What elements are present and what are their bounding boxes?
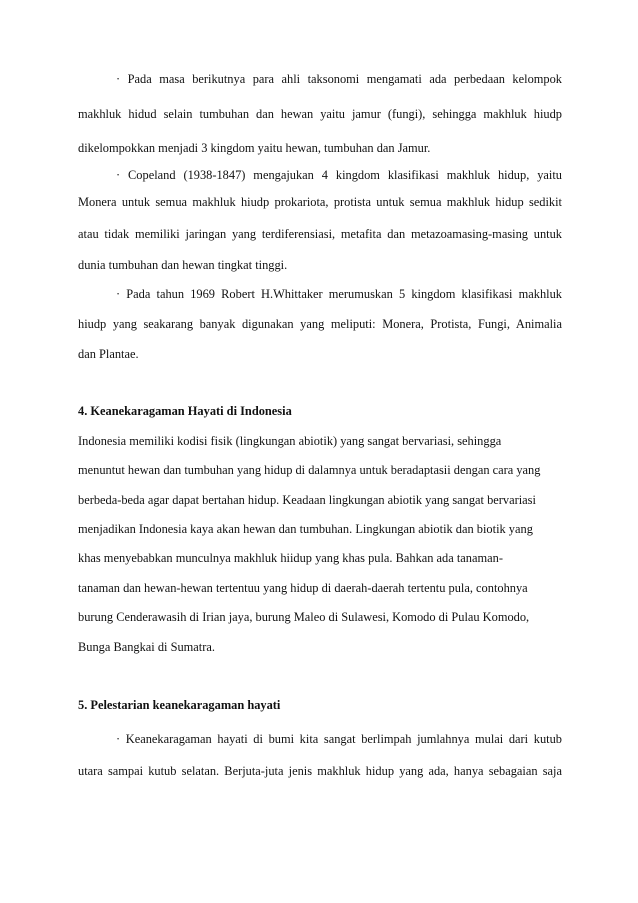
section-line: khas menyebabkan munculnya makhluk hiidup yang khas pula. Bahkan ada tanaman- bbox=[78, 551, 503, 565]
paragraph-line: · Pada masa berikutnya para ahli taksonomi mengamati ada perbedaan kelompok bbox=[116, 72, 562, 86]
section-line: tanaman dan hewan-hewan tertentuu yang hidup di daerah-daerah tertentu pula, contohnya bbox=[78, 581, 528, 595]
paragraph-line: dikelompokkan menjadi 3 kingdom yaitu hewan, tumbuhan dan Jamur. bbox=[78, 141, 431, 155]
paragraph-line: dan Plantae. bbox=[78, 347, 139, 361]
paragraph-line: hiudp yang seakarang banyak digunakan yang meliputi: Monera, Protista, Fungi, Animalia bbox=[78, 317, 562, 331]
section-heading: 4. Keanekaragaman Hayati di Indonesia bbox=[78, 404, 292, 418]
paragraph-line: Monera untuk semua makhluk hiudp prokariota, protista untuk semua makhluk hidup sedikit bbox=[78, 195, 562, 209]
section-line: utara sampai kutub selatan. Berjuta-juta jenis makhluk hidup yang ada, hanya sebagaian saja bbox=[78, 764, 562, 778]
paragraph-line: dunia tumbuhan dan hewan tingkat tinggi. bbox=[78, 258, 288, 272]
section-line: berbeda-beda agar dapat bertahan hidup. Keadaan lingkungan abiotik yang sangat bervariasi bbox=[78, 493, 536, 507]
paragraph-line: · Copeland (1938-1847) mengajukan 4 kingdom klasifikasi makhluk hidup, yaitu bbox=[116, 168, 562, 182]
section-line: Indonesia memiliki kodisi fisik (lingkungan abiotik) yang sangat bervariasi, sehingga bbox=[78, 434, 502, 448]
paragraph-line: · Pada tahun 1969 Robert H.Whittaker merumuskan 5 kingdom klasifikasi makhluk bbox=[116, 287, 562, 301]
section-line: menuntut hewan dan tumbuhan yang hidup di dalamnya untuk beradaptasii dengan cara yang bbox=[78, 463, 541, 477]
section-line: menjadikan Indonesia kaya akan hewan dan tumbuhan. Lingkungan abiotik dan biotik yang bbox=[78, 522, 533, 536]
section-line: burung Cenderawasih di Irian jaya, burung Maleo di Sulawesi, Komodo di Pulau Komodo, bbox=[78, 610, 530, 624]
paragraph-line: makhluk hidud selain tumbuhan dan hewan yaitu jamur (fungi), sehingga makhluk hiudp bbox=[78, 107, 562, 121]
section-line: · Keanekaragaman hayati di bumi kita sangat berlimpah jumlahnya mulai dari kutub bbox=[116, 732, 562, 746]
section-line: Bunga Bangkai di Sumatra. bbox=[78, 640, 215, 654]
paragraph-line: atau tidak memiliki jaringan yang terdiferensiasi, metafita dan metazoamasing-masing untuk bbox=[78, 227, 562, 241]
section-heading: 5. Pelestarian keanekaragaman hayati bbox=[78, 698, 281, 712]
